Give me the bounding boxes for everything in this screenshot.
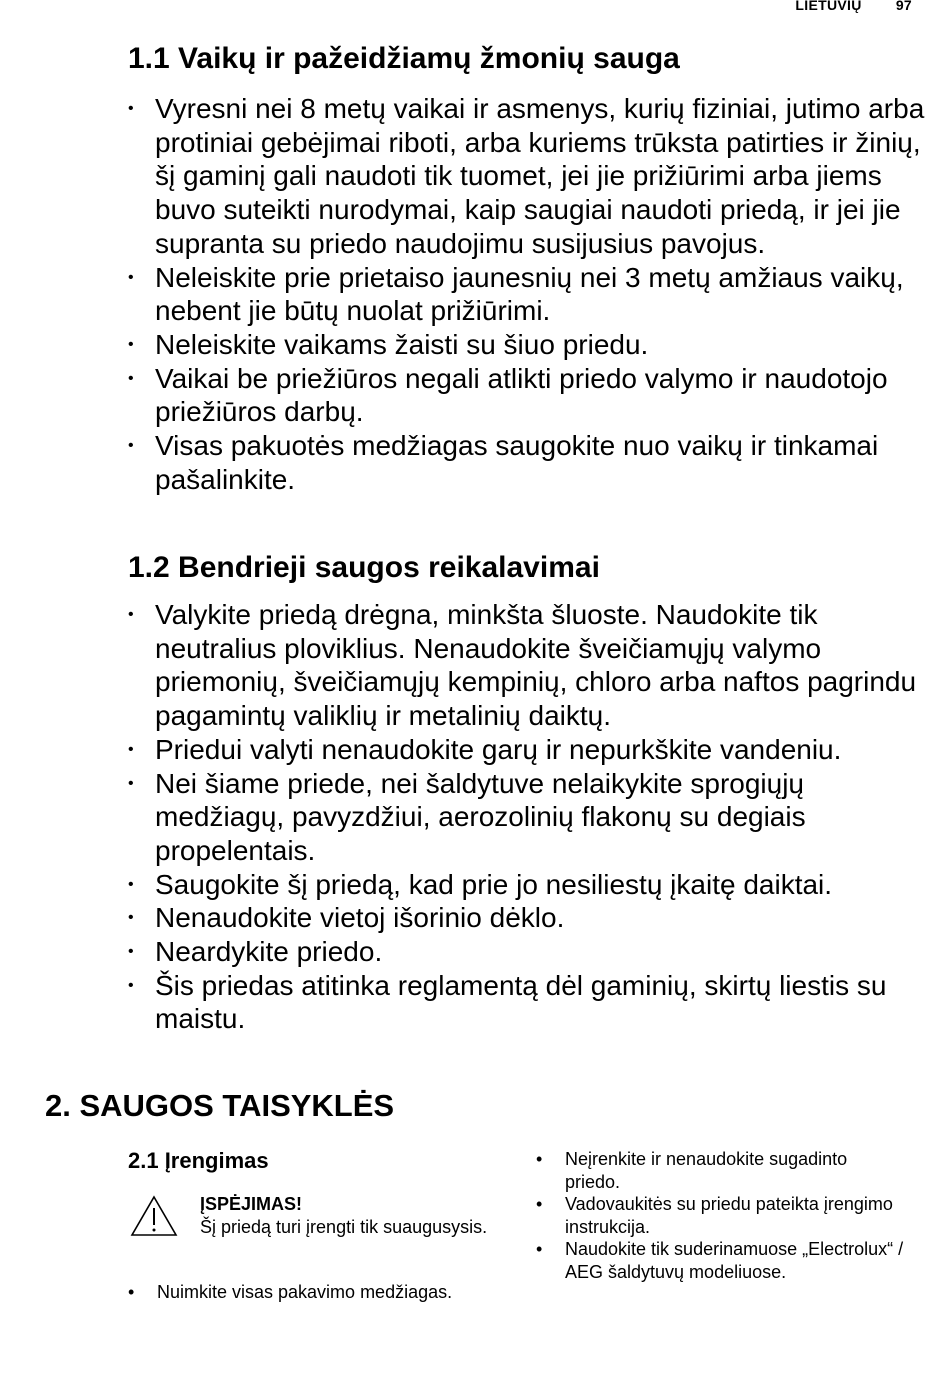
section-1-1-title: 1.1 Vaikų ir pažeidžiamų žmonių sauga [128,42,680,75]
list-item: • Nenaudokite vietoj išorinio dėklo. [128,902,565,934]
section-1-2-list [128,598,928,1036]
installation-list-right [536,1148,906,1283]
page-number: 97 [895,0,912,13]
warning-title: ĮSPĖJIMAS! [200,1194,303,1214]
list-item: • Naudokite tik suderinamuose „Electrolux“ / AEG šaldytuvų modeliuose. [536,1239,904,1282]
list-item: • Vaikai be priežiūros negali atlikti priedo valymo ir naudotojo priežiūros darbų. [128,362,888,428]
section-1-2-title: 1.2 Bendrieji saugos reikalavimai [128,551,600,584]
list-item: • Priedui valyti nenaudokite garų ir nepurkškite vandeniu. [128,733,842,765]
header-language: LIETUVIŲ [795,0,862,13]
list-item: • Šis priedas atitinka reglamentą dėl gaminių, skirtų liestis su maistu. [128,969,887,1035]
installation-list-left [128,1281,508,1304]
list-item: • Vyresni nei 8 metų vaikai ir asmenys, kurių fiziniai, jutimo arba protiniai gebėjimai riboti, arba kuriems trūksta patirties ir žinių, šį gaminį gali naudoti tik tuomet, jei jie prižiūrimi arba jiems buvo suteikti nurodymai, kaip saugiai naudoti priedą, ir jei jie supranta su priedo naudojimu susijusius pavojus. [128,93,925,259]
list-item: • Vadovaukitės su priedu pateikta įrengimo instrukcija. [536,1194,893,1237]
page-header [795,0,912,13]
list-item: • Nuimkite visas pakavimo medžiagas. [128,1282,453,1302]
list-item: • Neleiskite vaikams žaisti su šiuo priedu. [128,328,649,360]
list-item: • Neįrenkite ir nenaudokite sugadinto priedo. [536,1149,848,1192]
list-item: • Valykite priedą drėgna, minkšta šluoste. Naudokite tik neutralius ploviklius. Nenaudokite šveičiamųjų valymo priemonių, šveičiamųjų kempinių, chloro arba naftos pagrindu pagamintų valiklių ir metalinių daiktų. [128,599,917,732]
warning-triangle-icon [130,1195,178,1237]
list-item: • Nei šiame priede, nei šaldytuve nelaikykite sprogiųjų medžiagų, pavyzdžiui, aerozolinių flakonų su degiais propelentais. [128,767,806,866]
warning-text: Šį priedą turi įrengti tik suaugusysis. [200,1217,488,1237]
section-2-title: 2. SAUGOS TAISYKLĖS [45,1088,395,1123]
list-item: • Neleiskite prie prietaiso jaunesnių nei 3 metų amžiaus vaikų, nebent jie būtų nuolat prižiūrimi. [128,261,904,327]
list-item: • Saugokite šį priedą, kad prie jo nesiliestų įkaitę daiktai. [128,868,833,900]
section-2-1-title: 2.1 Įrengimas [128,1148,269,1173]
section-1-1-list [128,92,928,496]
list-item: • Visas pakuotės medžiagas saugokite nuo vaikų ir tinkamai pašalinkite. [128,430,879,495]
list-item: • Neardykite priedo. [128,936,383,968]
